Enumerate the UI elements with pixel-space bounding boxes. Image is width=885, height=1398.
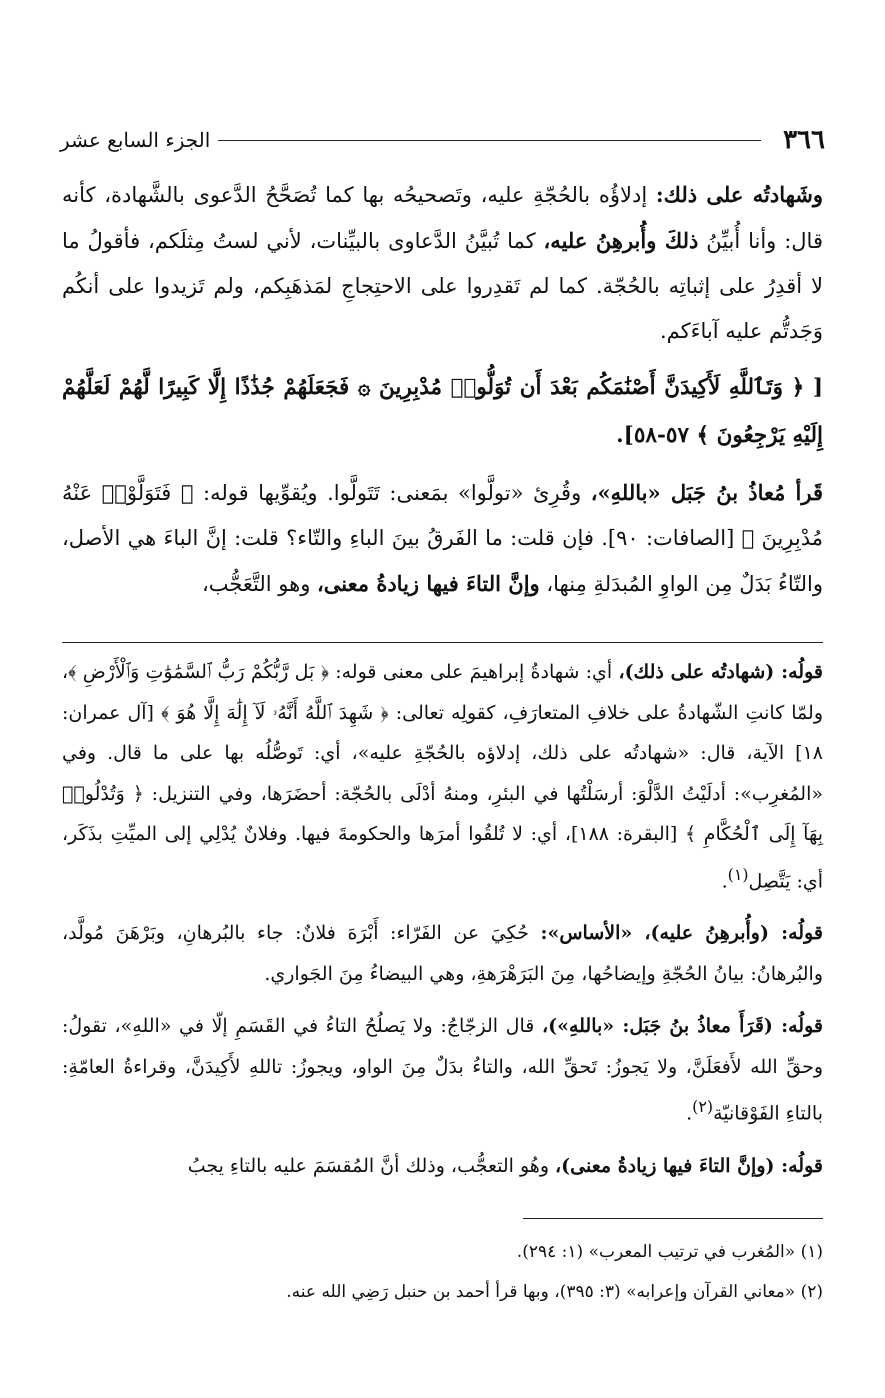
- bold-phrase: قَرأ مُعاذُ بنُ جَبَل «باللهِ»،: [590, 480, 823, 505]
- text-run: .: [686, 1102, 693, 1125]
- commentary-text: [62, 652, 823, 1199]
- main-paragraph: [62, 172, 823, 354]
- section-divider: [62, 642, 823, 643]
- page-number: ٣٦٦: [783, 125, 825, 155]
- bold-phrase: ذلكَ وأُبرهِنُ عليه،: [543, 228, 699, 253]
- running-head: الجزء السابع عشر: [60, 128, 211, 152]
- commentary-paragraph: [62, 1146, 823, 1187]
- text-run: حُكِيَ عن الفَرّاء: أَبْرَهَ فلانٌ: جاء بالبُرهانِ، وبَرْهَنَ مُولَّد، والبُرهانُ: بيانُ الحُجّةِ وإيضاحُها، مِنَ البَرَهْرَهةِ، وهي البيضاءُ مِنَ الجَواري.: [62, 922, 823, 985]
- text-run: إدلاؤُه بالحُجّةِ عليه، وتَصحيحُه بها كما تُصَحَّحُ الدَّعوى بالشَّهادة، كأنه قال: وأنا أُبيِّنُ: [62, 183, 823, 253]
- footnote-ref: (١): [727, 864, 749, 884]
- main-paragraph: [62, 470, 823, 607]
- main-text: [62, 172, 823, 617]
- commentary-paragraph: [62, 1006, 823, 1134]
- commentary-paragraph: [62, 652, 823, 901]
- bold-phrase: قولُه: (قَرَأَ معاذُ بنُ جَبَل: «باللهِ»)،: [541, 1015, 823, 1038]
- footnote-1: (١) «المُغرب في ترتيب المعرب» (١: ٢٩٤).: [516, 1242, 823, 1262]
- bold-phrase: وشَهادتُه على ذلك:: [655, 182, 824, 207]
- text-run: .: [721, 869, 728, 892]
- footnote-ref: (٢): [692, 1097, 714, 1117]
- bold-phrase: قولُه: (شهادتُه على ذلك)،: [618, 661, 823, 683]
- page-header: [60, 120, 825, 160]
- text-run: قال الزجّاجُ: ولا يَصلُحُ التاءُ في القَسَمِ إلّا في «اللهِ»، تقولُ: وحقِّ الله لأَفعَلَنَّ، ولا يَجوزُ: تَحقِّ الله، والتاءُ بدَلٌ مِنَ الواو، ويجوزُ: تاللهِ لأَكِيدَنَّ، وقراءةُ العامّةِ: بالتاءِ الفَوْقانيّة: [62, 1015, 823, 1125]
- text-run: وقُرِئ «تولَّوا» بمَعنى: تَتَولَّوا. ويُقوِّيها قوله: ﴿ فَتَوَلَّوْا۟ عَنْهُ مُدْبِرِينَ ﴾ [الصافات: ٩٠]. فإن قلت: ما الفَرقُ بينَ الباءِ والتّاء؟ قلت: إنَّ الباءَ هي الأصل، والتّاءُ بَدَلٌ مِن الواوِ المُبدَلةِ مِنها،: [62, 481, 823, 596]
- footnote-2: (٢) «معاني القرآن وإعرابه» (٣: ٣٩٥)، وبها قرأ أحمد بن حنبل رَضِي الله عنه.: [286, 1282, 823, 1302]
- text-run: كما تُبيَّنُ الدَّعاوى بالبيِّنات، لأني لستُ مِثلَكم، فأقولُ ما لا أقدِرُ على إثباتِه بالحُجّة. كما لم تَقدِروا على الاحتِجاجِ لمَذهَبِكم، ولم تَزيدوا على أنكُم وَجَدتُّم عليه آباءَكم.: [62, 229, 823, 343]
- commentary-paragraph: [62, 913, 823, 994]
- header-rule: [218, 140, 761, 141]
- footnote-rule: [523, 1218, 823, 1219]
- text-run: وهُو التعجُّب، وذلك أنَّ المُقسَمَ عليه بالتاءِ يجبُ: [187, 1155, 556, 1178]
- text-run: وهو التَّعَجُّب،: [201, 572, 318, 596]
- bold-phrase: وإنَّ التاءَ فيها زيادةُ معنى،: [317, 571, 540, 596]
- bold-phrase: قولُه: (وإنَّ التاءَ فيها زيادةُ معنى)،: [555, 1155, 823, 1178]
- text-run: أي: شهادةُ إبراهيمَ على معنى قوله: ﴿ بَل رَّبُّكُمْ رَبُّ ٱلسَّمَٰوَٰتِ وَٱلْأَرْضِ ﴾، ولمّا كانتِ الشّهادةُ على خلافِ المتعارَفِ، كقولِه تعالى: ﴿ شَهِدَ ٱللَّهُ أَنَّهُۥ لَآ إِلَٰهَ إِلَّا هُوَ ﴾ [آل عمران: ١٨] الآية، قال: «شهادتُه على ذلك، إدلاؤه بالحُجّةِ عليه»، أي: تَوصُّلُه بها على ما قال. وفي «المُغرِب»: أدلَيْتُ الدَّلْوَ: أرسَلْتُها في البئرِ، ومنهُ أدْلَى بالحُجّة: أحضَرَها، وفي التنزيل: ﴿ وَتُدْلُوا۟ بِهَآ إِلَى ٱلْحُكَّامِ ﴾ [البقرة: ١٨٨]، أي: لا تُلقُوا أمرَها والحكومةَ فيها. وفلانٌ يُدْلِي إلى الميِّتِ بذَكَر، أي: يَتَّصِل: [62, 661, 824, 892]
- quran-verse-block: [ ﴿ وَتَٱللَّهِ لَأَكِيدَنَّ أَصْنَٰمَكُم بَعْدَ أَن تُوَلُّوا۟ مُدْبِرِينَ ۞ فَجَعَلَهُمْ جُذَٰذًا إِلَّا كَبِيرًا لَّهُمْ لَعَلَّهُمْ إِلَيْهِ يَرْجِعُونَ ﴾ ٥٧-٥٨].: [62, 375, 823, 448]
- footnotes: [62, 1232, 823, 1312]
- bold-phrase: قولُه: (وأُبرهِنُ عليه)، «الأساس»:: [540, 922, 823, 945]
